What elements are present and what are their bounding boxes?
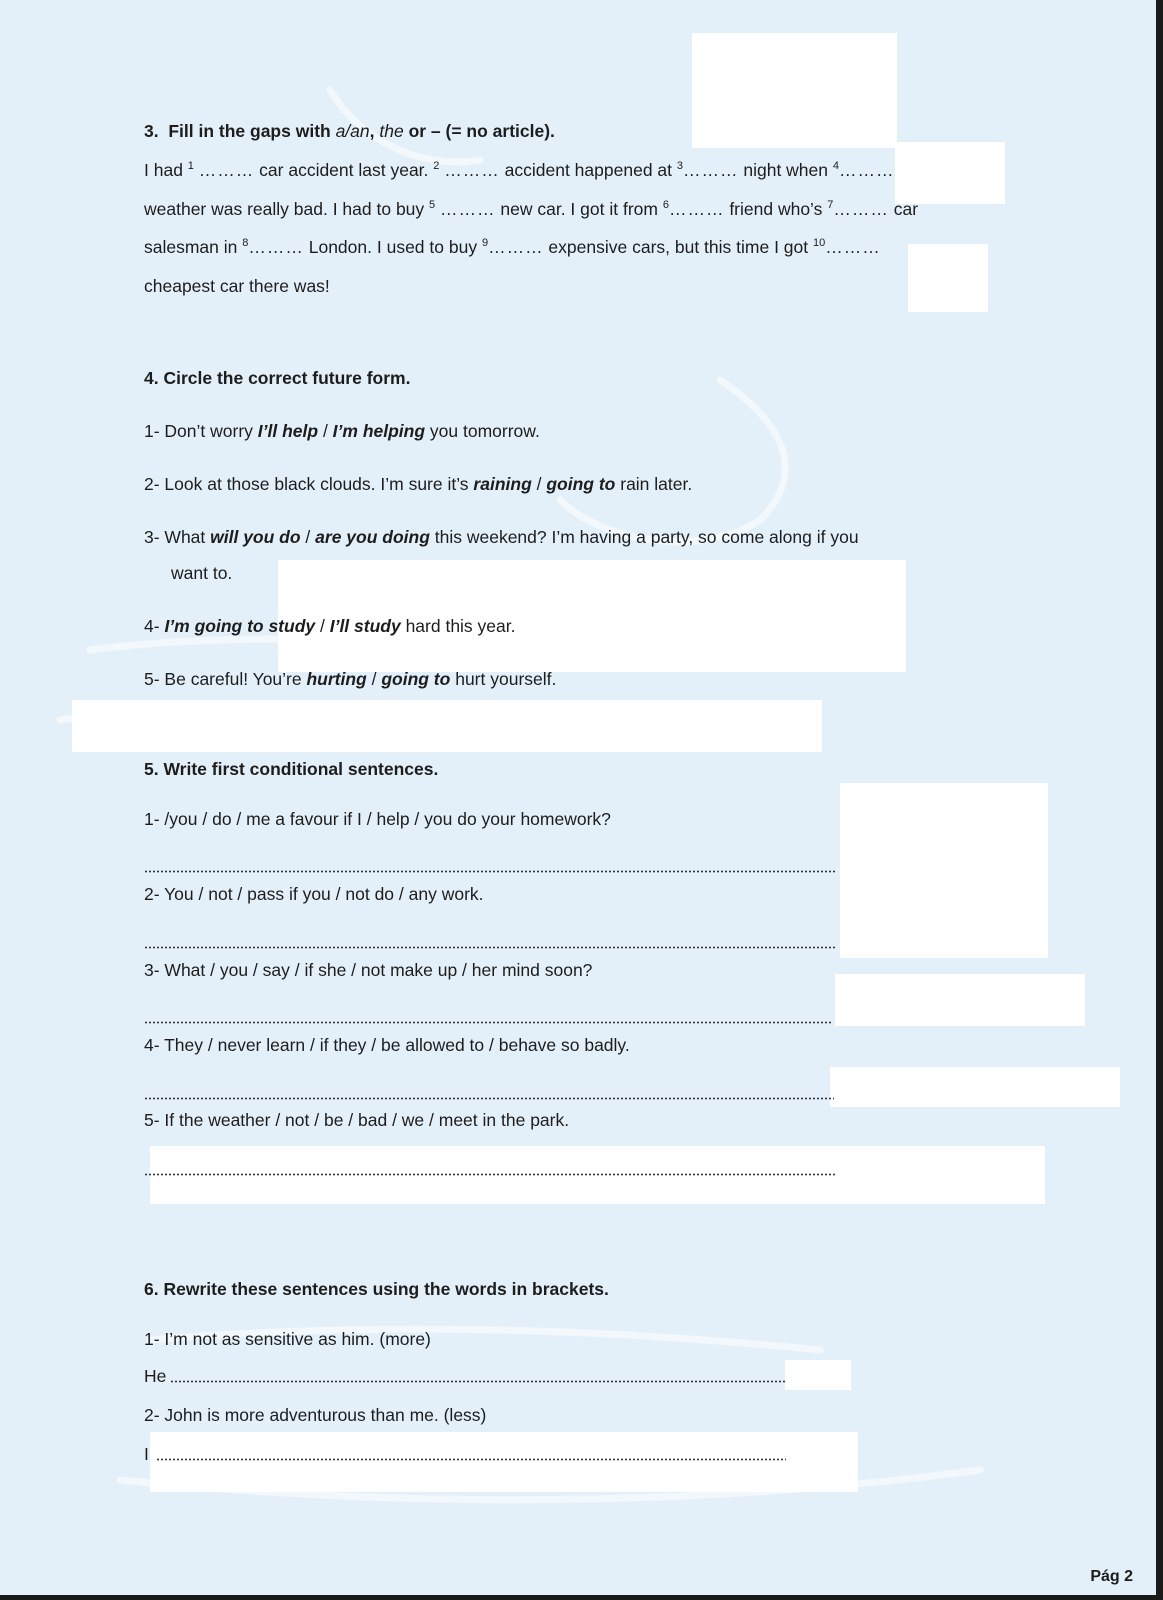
option-separator: / (318, 421, 333, 441)
sentence-text: rain later. (615, 474, 693, 494)
option-separator: / (366, 669, 382, 689)
answer-line-5[interactable] (144, 1173, 836, 1176)
gap-4[interactable]: ……… (839, 160, 895, 180)
exercise-6-heading: 6. Rewrite these sentences using the words in brackets. (144, 1279, 609, 1299)
scan-edge-right (1156, 0, 1163, 1600)
sentence-text: weather was really bad. I had to buy (144, 199, 430, 219)
sentence-text: new car. I got it from (495, 199, 663, 219)
gap-9[interactable]: ……… (488, 237, 544, 257)
redaction-patch (895, 142, 1005, 204)
option-b[interactable]: I’ll study (329, 616, 401, 636)
exercise-4-heading: 4. Circle the correct future form. (144, 368, 411, 388)
exercise-4-item-1 (144, 421, 540, 442)
sentence-text: you tomorrow. (425, 421, 540, 441)
gap-number: 8 (242, 237, 249, 250)
redaction-patch (150, 1432, 858, 1492)
exercise-5-item-5: 5- If the weather / not / be / bad / we / meet in the park. (144, 1110, 570, 1130)
answer-line-7[interactable] (156, 1458, 786, 1461)
exercise-3-line-3 (144, 237, 881, 258)
heading-article-a-an: a/an (335, 121, 370, 141)
redaction-patch (908, 244, 988, 312)
gap-6[interactable]: ……… (668, 199, 725, 219)
gap-number: 9 (481, 237, 489, 250)
gap-1[interactable]: ……… (198, 160, 255, 180)
option-a[interactable]: I’ll help (257, 421, 319, 441)
option-separator: / (315, 616, 330, 636)
option-a[interactable]: raining (473, 474, 532, 494)
page-number: Pág 2 (1090, 1568, 1133, 1585)
answer-line-3[interactable] (144, 1021, 832, 1024)
sentence-text: 4- (144, 616, 165, 636)
exercise-5-item-2: 2- You / not / pass if you / not do / any work. (144, 884, 484, 904)
sentence-text: friend who’s (724, 199, 828, 219)
sentence-text: 5- Be careful! You’re (144, 669, 307, 689)
exercise-6-item-1: 1- I’m not as sensitive as him. (more) (144, 1329, 431, 1349)
exercise-4-item-3-continuation: want to. (171, 563, 233, 583)
heading-article-the: the (379, 121, 404, 141)
exercise-4-item-5 (144, 669, 556, 690)
answer-line-2[interactable] (144, 946, 836, 949)
exercise-3-line-4: cheapest car there was! (144, 276, 330, 296)
gap-7[interactable]: ……… (833, 199, 889, 219)
heading-text: Fill in the gaps with (168, 121, 336, 141)
exercise-6-item-1-start: He (144, 1366, 167, 1386)
sentence-text: 3- What (144, 527, 211, 547)
exercise-3-heading (144, 121, 555, 142)
option-b[interactable]: I’m helping (332, 421, 426, 441)
answer-line-4[interactable] (144, 1097, 834, 1100)
gap-number: 5 (429, 199, 436, 212)
gap-number: 1 (187, 160, 194, 173)
option-separator: / (300, 527, 316, 547)
sentence-text: accident happened at (499, 160, 677, 180)
gap-number: 3 (676, 160, 683, 173)
sentence-text: London. I used to buy (303, 237, 482, 257)
sentence-text: I had (144, 160, 188, 180)
sentence-text: car (888, 199, 919, 219)
option-b[interactable]: are you doing (315, 527, 430, 547)
option-b[interactable]: going to (546, 474, 616, 494)
exercise-number: 3. (144, 121, 159, 141)
gap-number: 6 (662, 199, 669, 212)
option-a[interactable]: hurting (306, 669, 367, 689)
heading-text: , (369, 121, 380, 141)
exercise-4-item-3 (144, 527, 859, 548)
answer-line-1[interactable] (144, 870, 836, 873)
exercise-3-line-1 (144, 160, 895, 181)
option-b[interactable]: going to (381, 669, 451, 689)
exercise-5-item-4: 4- They / never learn / if they / be allowed to / behave so badly. (144, 1035, 630, 1055)
redaction-patch (72, 700, 822, 752)
redaction-patch (830, 1067, 1120, 1107)
gap-number: 10 (813, 237, 826, 250)
redaction-patch (840, 783, 1048, 958)
gap-number: 7 (827, 199, 834, 212)
sentence-text: hard this year. (400, 616, 516, 636)
scan-edge-bottom (0, 1595, 1163, 1600)
sentence-text: 1- Don’t worry (144, 421, 258, 441)
option-a[interactable]: I’m going to study (164, 616, 316, 636)
gap-2[interactable]: ……… (444, 160, 500, 180)
exercise-6-item-2: 2- John is more adventurous than me. (less) (144, 1405, 487, 1425)
exercise-4-item-2 (144, 474, 692, 495)
sentence-text: this weekend? I’m having a party, so come along if you (429, 527, 859, 547)
exercise-6-item-2-start: I (144, 1444, 149, 1464)
sentence-text: expensive cars, but this time I got (543, 237, 813, 257)
exercise-4-item-4 (144, 616, 516, 637)
heading-text: or – (= no article). (403, 121, 555, 141)
redaction-patch (835, 974, 1085, 1026)
exercise-5-item-3: 3- What / you / say / if she / not make up / her mind soon? (144, 960, 593, 980)
redaction-patch (692, 33, 897, 148)
gap-number: 2 (433, 160, 440, 173)
gap-5[interactable]: ……… (440, 199, 496, 219)
sentence-text: salesman in (144, 237, 243, 257)
sentence-text: night when (738, 160, 833, 180)
gap-number: 4 (832, 160, 839, 173)
sentence-text: car accident last year. (254, 160, 434, 180)
option-separator: / (531, 474, 547, 494)
gap-8[interactable]: ……… (248, 237, 304, 257)
exercise-3-line-2 (144, 199, 918, 220)
option-a[interactable]: will you do (210, 527, 301, 547)
gap-3[interactable]: ……… (683, 160, 739, 180)
exercise-5-item-1: 1- /you / do / me a favour if I / help / you do your homework? (144, 809, 611, 829)
sentence-text: hurt yourself. (450, 669, 557, 689)
exercise-5-heading: 5. Write first conditional sentences. (144, 759, 439, 779)
redaction-patch (785, 1360, 851, 1390)
answer-line-6[interactable] (170, 1380, 786, 1383)
gap-10[interactable]: ……… (825, 237, 881, 257)
sentence-text: 2- Look at those black clouds. I’m sure it’s (144, 474, 474, 494)
